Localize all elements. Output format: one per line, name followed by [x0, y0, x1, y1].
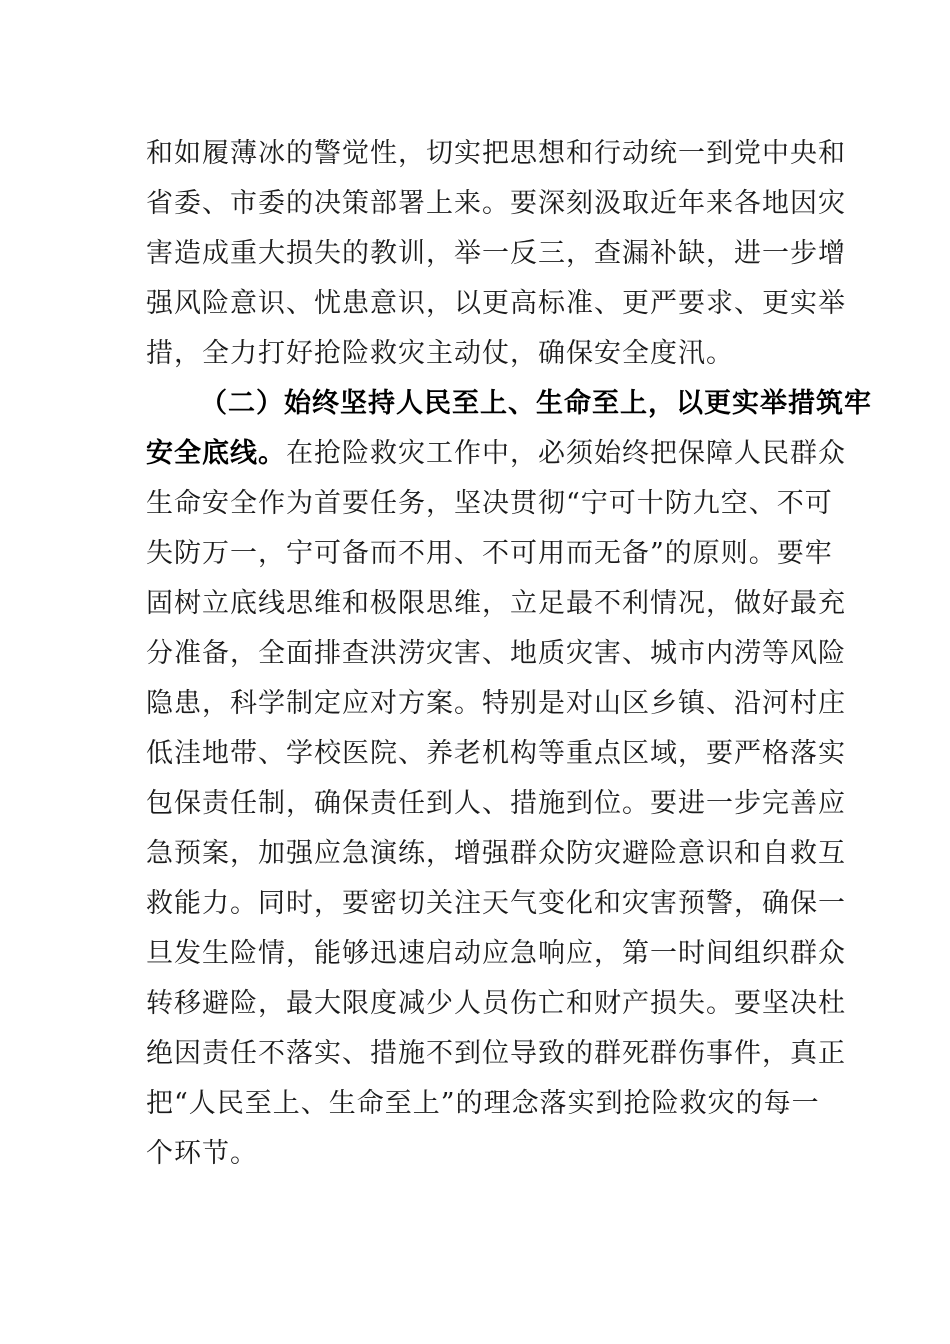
paragraph-line: 省委、市委的决策部署上来。要深刻汲取近年来各地因灾 — [146, 188, 846, 219]
section-heading-line: 安全底线。 — [146, 438, 286, 469]
paragraph-line: 措，全力打好抢险救灾主动仗，确保安全度汛。 — [146, 338, 734, 369]
paragraph-line: 固树立底线思维和极限思维，立足最不利情况，做好最充 — [146, 588, 846, 619]
paragraph-line: 救能力。同时，要密切关注天气变化和灾害预警，确保一 — [146, 888, 846, 919]
paragraph-line: 低洼地带、学校医院、养老机构等重点区域，要严格落实 — [146, 738, 846, 769]
paragraph-line: 和如履薄冰的警觉性，切实把思想和行动统一到党中央和 — [146, 138, 846, 169]
paragraph-line: 转移避险，最大限度减少人员伤亡和财产损失。要坚决杜 — [146, 988, 846, 1019]
section-heading-line: （二）始终坚持人民至上、生命至上，以更实举措筑牢 — [200, 388, 872, 419]
paragraph-line: 失防万一，宁可备而不用、不可用而无备”的原则。要牢 — [146, 538, 833, 569]
paragraph-line: 在抢险救灾工作中，必须始终把保障人民群众 — [286, 438, 846, 469]
paragraph-line: 把“人民至上、生命至上”的理念落实到抢险救灾的每一 — [146, 1088, 820, 1119]
paragraph-line: 绝因责任不落实、措施不到位导致的群死群伤事件，真正 — [146, 1038, 846, 1069]
paragraph-line: 旦发生险情，能够迅速启动应急响应，第一时间组织群众 — [146, 938, 846, 969]
paragraph-line: 生命安全作为首要任务，坚决贯彻“宁可十防九空、不可 — [146, 488, 833, 519]
paragraph-line: 包保责任制，确保责任到人、措施到位。要进一步完善应 — [146, 788, 846, 819]
paragraph-line: 急预案，加强应急演练，增强群众防灾避险意识和自救互 — [146, 838, 846, 869]
paragraph-line: 个环节。 — [146, 1138, 258, 1169]
mixed-line — [146, 428, 846, 480]
paragraph-line: 分准备，全面排查洪涝灾害、地质灾害、城市内涝等风险 — [146, 638, 846, 669]
paragraph-line: 隐患，科学制定应对方案。特别是对山区乡镇、沿河村庄 — [146, 688, 846, 719]
paragraph-line: 害造成重大损失的教训，举一反三，查漏补缺，进一步增 — [146, 238, 846, 269]
paragraph-line: 强风险意识、忧患意识，以更高标准、更严要求、更实举 — [146, 288, 846, 319]
